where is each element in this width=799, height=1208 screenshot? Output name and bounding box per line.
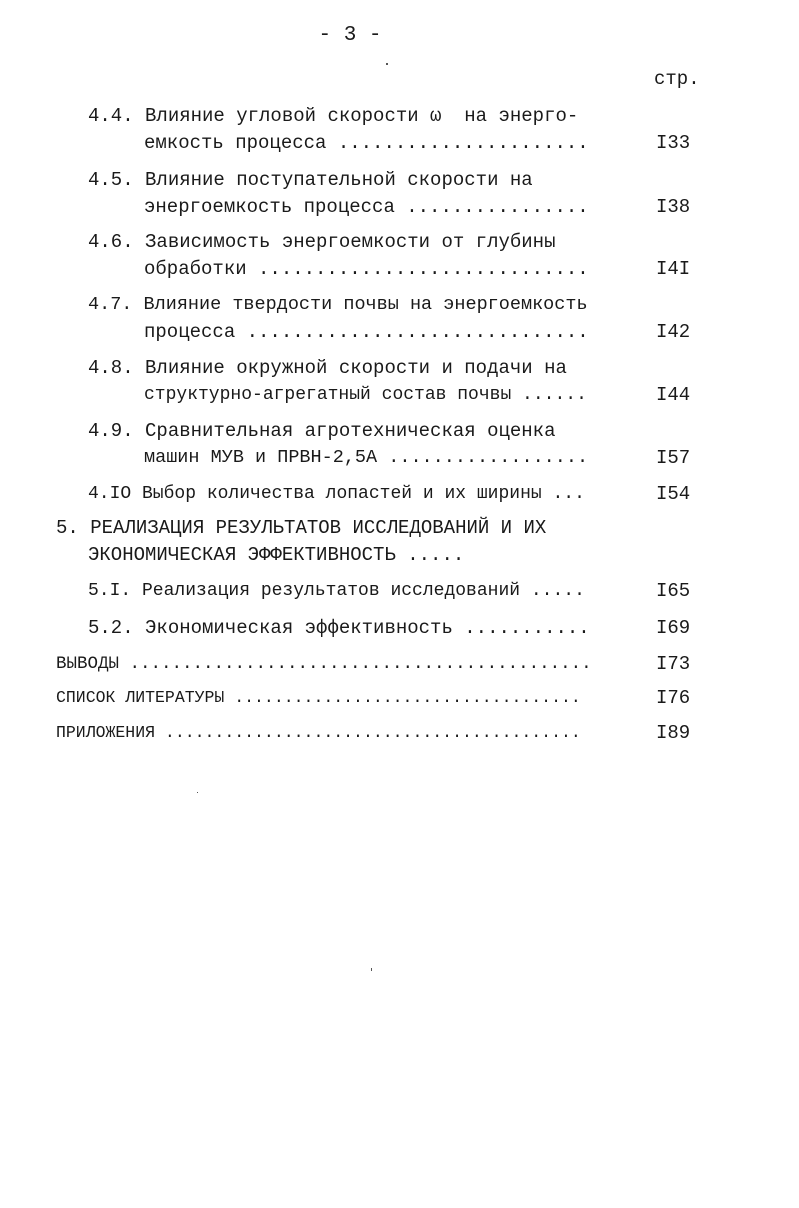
toc-appendices-page: I89 — [656, 722, 691, 744]
toc-section-5-line2: ЭКОНОМИЧЕСКАЯ ЭФФЕКТИВНОСТЬ ..... — [88, 544, 465, 566]
toc-entry-5-1-page: I65 — [656, 580, 691, 602]
page-column-label: стр. — [654, 68, 700, 90]
toc-appendices: ПРИЛОЖЕНИЯ .......................................... — [56, 723, 581, 742]
toc-entry-4-7-line1: 4.7. Влияние твердости почвы на энергоемкость — [88, 294, 588, 315]
toc-entry-4-9-page: I57 — [656, 447, 691, 469]
scan-speck — [197, 792, 198, 793]
toc-entry-5-1: 5.I. Реализация результатов исследований ..... — [88, 581, 585, 601]
scan-speck — [386, 63, 388, 65]
toc-entry-4-8-line2: структурно-агрегатный состав почвы ...... — [144, 385, 587, 405]
toc-entry-4-7-line2: процесса .............................. — [144, 321, 589, 343]
toc-entry-4-4-line1: 4.4. Влияние угловой скорости ω на энерго- — [88, 105, 579, 127]
toc-entry-5-2-page: I69 — [656, 617, 691, 639]
toc-entry-4-5-line2: энергоемкость процесса ................ — [144, 196, 589, 218]
toc-entry-4-10-line1: 4.IO Выбор количества лопастей и их ширины ... — [88, 484, 585, 504]
toc-entry-4-5-page: I38 — [656, 196, 691, 218]
toc-references: СПИСОК ЛИТЕРАТУРЫ ................................... — [56, 688, 581, 707]
toc-entry-4-9-line2: машин МУВ и ПРВН-2,5А .................. — [144, 447, 589, 468]
toc-entry-5-2: 5.2. Экономическая эффективность ........... — [88, 617, 590, 639]
toc-entry-4-5-line1: 4.5. Влияние поступательной скорости на — [88, 169, 533, 191]
page-number: - 3 - — [318, 24, 382, 47]
toc-conclusions-page: I73 — [656, 653, 691, 675]
scan-speck — [371, 968, 372, 971]
toc-entry-4-4-line2: емкость процесса ...................... — [144, 132, 589, 154]
toc-entry-4-8-line1: 4.8. Влияние окружной скорости и подачи на — [88, 357, 567, 379]
toc-entry-4-7-page: I42 — [656, 321, 691, 343]
toc-entry-4-8-page: I44 — [656, 384, 691, 406]
toc-references-page: I76 — [656, 687, 691, 709]
toc-entry-4-6-line1: 4.6. Зависимость энергоемкости от глубины — [88, 231, 556, 253]
toc-entry-4-6-page: I4I — [656, 258, 691, 280]
toc-entry-4-6-line2: обработки ............................. — [144, 258, 589, 280]
toc-entry-4-9-line1: 4.9. Сравнительная агротехническая оценка — [88, 420, 556, 442]
toc-section-5-line1: 5. РЕАЛИЗАЦИЯ РЕЗУЛЬТАТОВ ИССЛЕДОВАНИЙ И ИХ — [56, 517, 547, 539]
toc-conclusions: ВЫВОДЫ ............................................ — [56, 654, 592, 674]
toc-entry-4-10-page: I54 — [656, 483, 691, 505]
toc-entry-4-4-page: I33 — [656, 132, 691, 154]
